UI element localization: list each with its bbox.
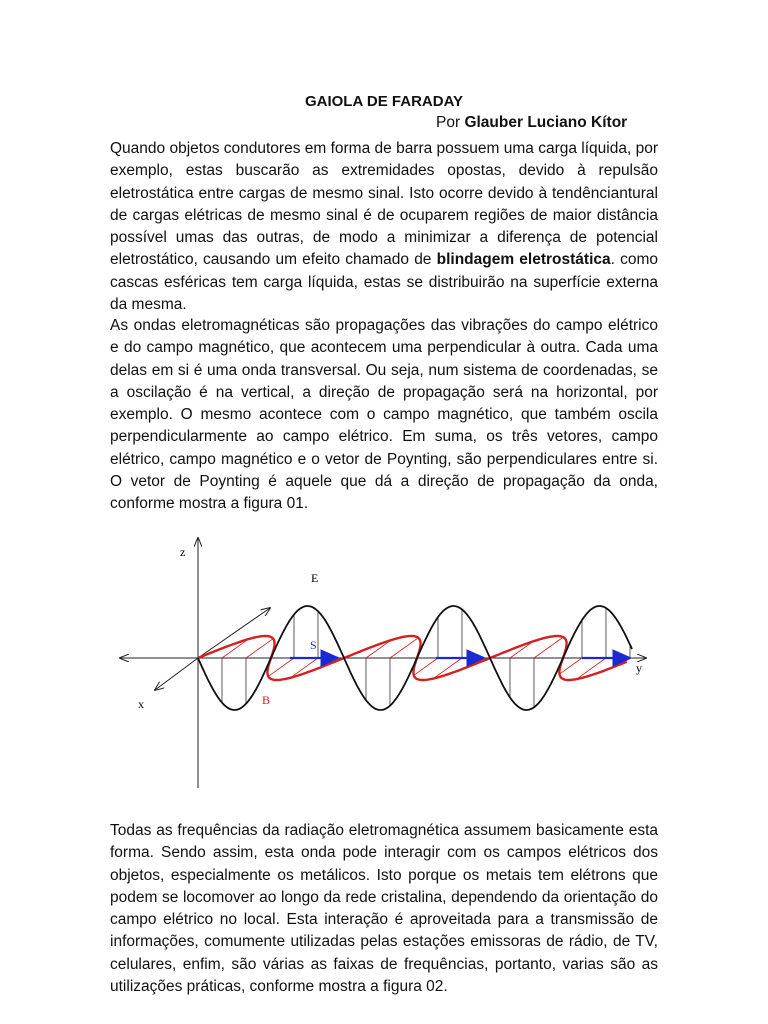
magnetic-field-line xyxy=(268,658,294,676)
byline-author: Glauber Luciano Kítor xyxy=(464,114,628,131)
magnetic-field-line xyxy=(390,638,418,658)
magnetic-field-line xyxy=(246,639,273,658)
magnetic-field-line xyxy=(414,658,438,675)
axis-y-label: y xyxy=(636,661,642,675)
paragraph-em-waves: As ondas eletromagnéticas são propagações das vibrações do campo elétrico e do campo magnético, que acontecem uma perpendicular à outra. Cada uma delas em si é uma onda transversal. Ou seja, num sistema de coordenadas, se a oscilação é na vertical, a direção de propagação será na horizontal, por exemplo. O mesmo acontece com o campo magnético, que também oscila perpendicularmente ao campo elétrico. Em suma, os três vetores, campo elétrico, campo magnético e o vetor de Poynting, são perpendiculares entre si. O vetor de Poynting é aquele que dá a direção de propagação da onda, conforme mostra a figura 01. xyxy=(110,317,658,513)
paragraph1-text-a: Quando objetos condutores em forma de barra possuem uma carga líquida, por exemplo, estas buscarão as extremidades opostas, devido à repulsão eletrostática entre cargas de mesmo sinal. Isto ocorre devido à tendênciantural de cargas elétricas de mesmo sinal é de ocuparem regiões de maior distância possível umas das outras, de modo a minimizar a diferença de potencial eletrostático, causando um efeito chamado de xyxy=(110,140,658,269)
magnetic-field-line xyxy=(222,639,248,658)
byline xyxy=(436,112,627,134)
magnetic-field-line xyxy=(290,658,318,678)
x-axis-back xyxy=(198,608,270,658)
em-wave-figure xyxy=(110,530,658,800)
paragraph1-bold-term: blindagem eletrostática xyxy=(436,251,611,269)
paragraph-shielding xyxy=(110,138,658,316)
paragraph1-text-b: . como cascas esféricas tem carga líquida, estas se distribuirão na superfície externa da mesma. xyxy=(110,251,659,314)
poynting-label: S xyxy=(310,638,317,652)
x-axis xyxy=(155,658,198,690)
paragraph-frequencies: Todas as frequências da radiação eletromagnética assumem basicamente esta forma. Sendo assim, esta onda pode interagir com os campos elétricos dos objetos, especialmente os metálicos. Isto porque os metais tem elétrons que podem se locomover ao longo da rede cristalina, dependendo da orientação do campo elétrico no local. Esta interação é aproveitada para a transmissão de informações, comumente utilizadas pelas estações emissoras de rádio, de TV, celulares, enfim, são várias as faixas de frequências, portanto, varias são as utilizações práticas, conforme mostra a figura 02. xyxy=(110,822,658,996)
magnetic-field-label: B xyxy=(262,693,271,707)
axis-z-label: z xyxy=(180,545,186,559)
axis-x-label: x xyxy=(138,697,144,711)
document-title: GAIOLA DE FARADAY xyxy=(304,93,464,110)
em-wave-diagram xyxy=(110,530,658,800)
byline-prefix: Por xyxy=(436,114,465,131)
electric-field-label: E xyxy=(311,571,319,585)
magnetic-field-line xyxy=(366,640,391,658)
